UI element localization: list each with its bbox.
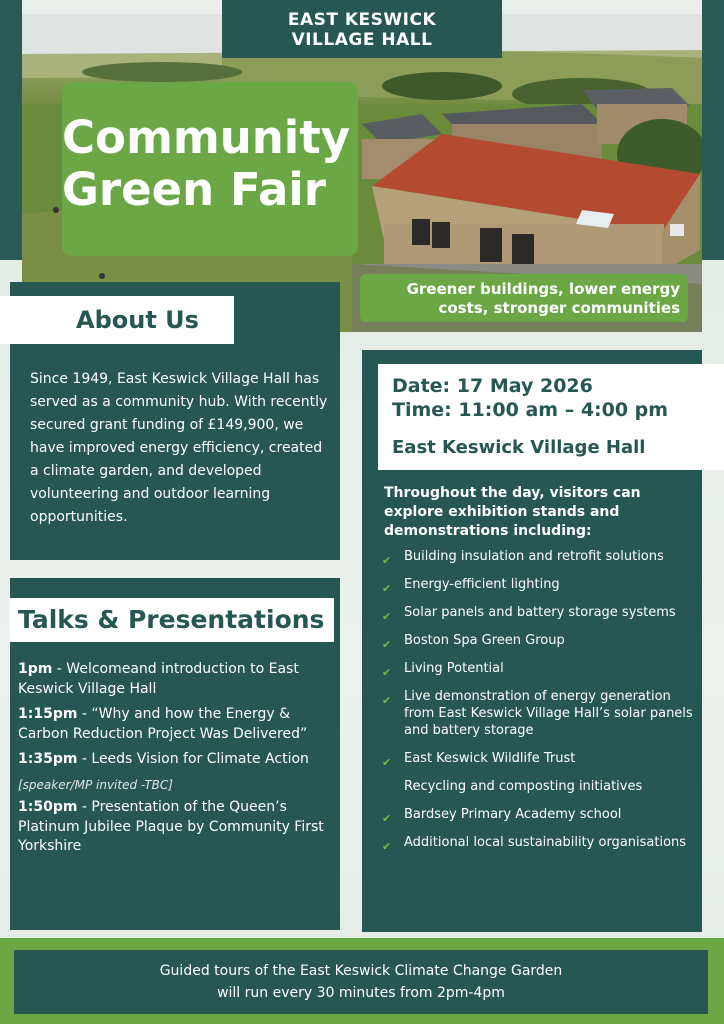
- talk-text: - Welcomeand introduction to East Keswick Village Hall: [18, 661, 299, 697]
- about-text: Since 1949, East Keswick Village Hall has served as a community hub. With recently secured grant funding of £149,900, we have improved energy efficiency, created a climate garden, and developed volunteering and outdoor learning opportunities.: [30, 371, 328, 525]
- check-icon: ✔: [382, 638, 392, 651]
- list-item-label: Living Potential: [404, 661, 504, 676]
- list-item-label: Live demonstration of energy generation from East Keswick Village Hall’s solar panels and battery storage: [404, 689, 693, 738]
- talk-text: - Presentation of the Queen’s Platinum Jubilee Plaque by Community First Yorkshire: [18, 799, 324, 854]
- tagline: [360, 274, 688, 322]
- talk-time: 1:35pm: [18, 751, 78, 767]
- list-item: [380, 806, 696, 823]
- exhibition-intro: Throughout the day, visitors can explore exhibition stands and demonstrations including:: [384, 485, 641, 539]
- talks-title: Talks & Presentations: [10, 598, 334, 642]
- venue-header-line1: EAST KESWICK: [287, 10, 437, 30]
- garden-tours-line1: Guided tours of the East Keswick Climate Change Garden: [159, 963, 563, 979]
- talk-item: [18, 750, 336, 770]
- talk-item: [18, 798, 336, 857]
- talk-text: - Leeds Vision for Climate Action: [77, 751, 309, 767]
- list-item: [380, 660, 696, 677]
- list-item: [380, 778, 696, 795]
- list-item-label: Solar panels and battery storage systems: [404, 605, 676, 620]
- event-date: Date: 17 May 2026: [392, 375, 593, 397]
- event-time: Time: 11:00 am – 4:00 pm: [392, 399, 669, 421]
- list-item: [380, 834, 696, 851]
- tagline-line2: costs, stronger communities: [438, 299, 680, 317]
- frame-left: [0, 0, 22, 260]
- venue-header-line2: VILLAGE HALL: [291, 30, 433, 50]
- check-icon: ✔: [382, 582, 392, 595]
- list-item: [380, 548, 696, 565]
- list-item: [380, 688, 696, 739]
- list-item: [380, 750, 696, 767]
- exhibition-list: [380, 548, 696, 862]
- talk-time: 1:15pm: [18, 706, 78, 722]
- venue-header: [222, 0, 502, 58]
- list-item-label: Building insulation and retrofit solutions: [404, 549, 664, 564]
- check-icon: ✔: [382, 694, 392, 707]
- list-item-label: Recycling and composting initiatives: [404, 779, 643, 794]
- about-title: About Us: [0, 296, 234, 344]
- event-venue: East Keswick Village Hall: [392, 437, 646, 458]
- talk-item: [18, 705, 336, 744]
- list-item: [380, 576, 696, 593]
- garden-tours-banner: [14, 950, 708, 1014]
- list-item-label: Additional local sustainability organisations: [404, 835, 687, 850]
- check-icon: ✔: [382, 666, 392, 679]
- talk-time: 1:50pm: [18, 799, 78, 815]
- check-icon: ✔: [382, 812, 392, 825]
- event-title-line2: Green Fair: [62, 163, 326, 216]
- talk-text: - “Why and how the Energy & Carbon Reduction Project Was Delivered”: [18, 706, 308, 742]
- check-icon: ✔: [382, 756, 392, 769]
- event-title: [62, 82, 358, 256]
- check-icon: ✔: [382, 840, 392, 853]
- talk-item: [18, 660, 336, 699]
- list-item-label: Bardsey Primary Academy school: [404, 807, 622, 822]
- garden-tours-line2: will run every 30 minutes from 2pm-4pm: [217, 985, 505, 1001]
- talk-time: 1pm: [18, 661, 53, 677]
- check-icon: ✔: [382, 610, 392, 623]
- list-item-label: Boston Spa Green Group: [404, 633, 565, 648]
- tagline-line1: Greener buildings, lower energy: [406, 280, 680, 298]
- list-item-label: Energy-efficient lighting: [404, 577, 560, 592]
- check-icon: ✔: [382, 554, 392, 567]
- talks-list: [18, 660, 336, 863]
- list-item: [380, 604, 696, 621]
- date-time-box: [378, 364, 724, 470]
- talk-note: [speaker/MP invited -TBC]: [18, 777, 173, 792]
- list-item-label: East Keswick Wildlife Trust: [404, 751, 576, 766]
- list-item: [380, 632, 696, 649]
- event-title-line1: Community: [62, 111, 351, 164]
- frame-right: [702, 0, 724, 260]
